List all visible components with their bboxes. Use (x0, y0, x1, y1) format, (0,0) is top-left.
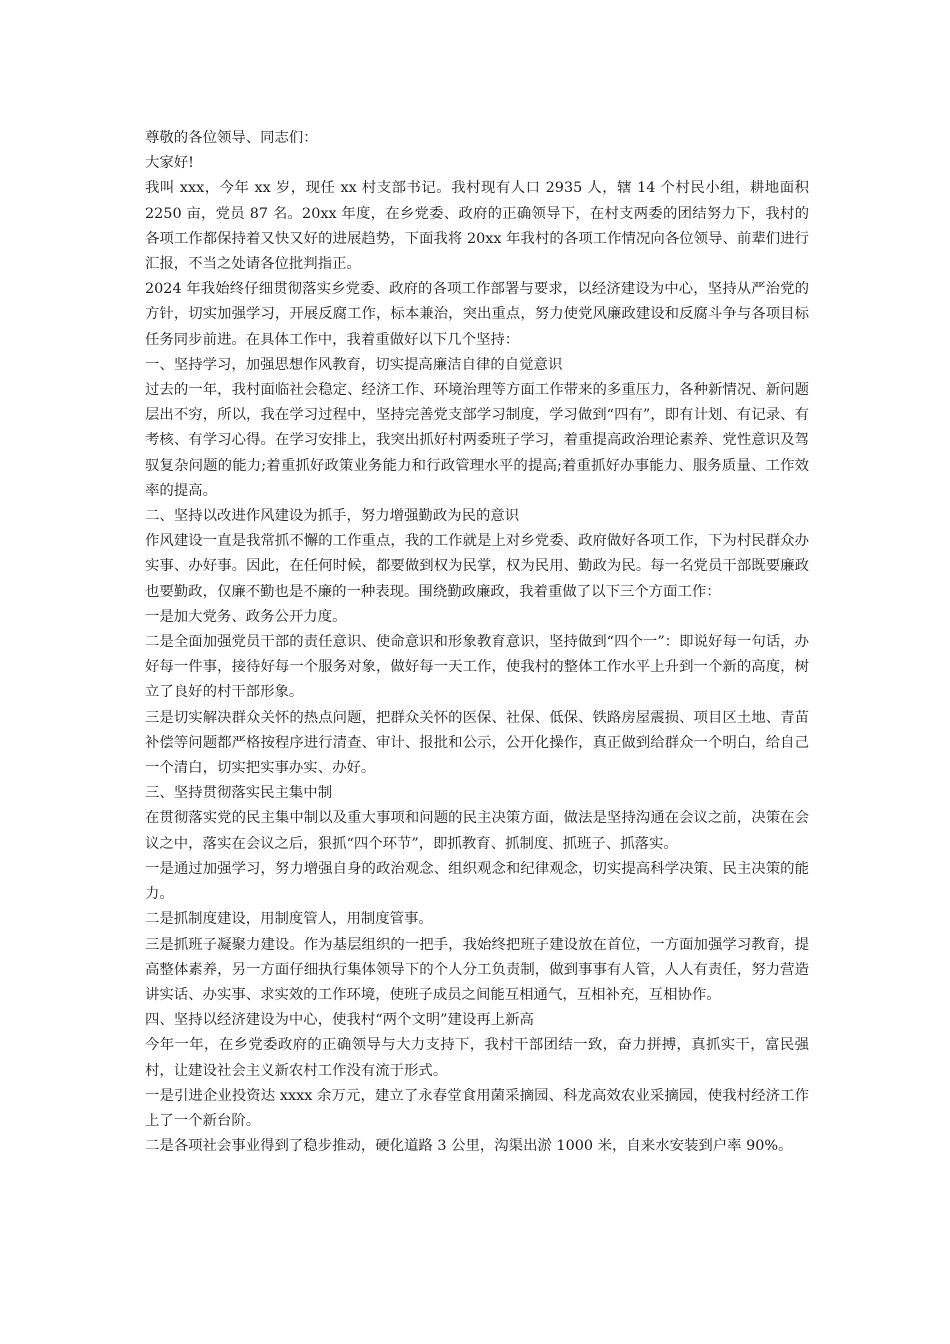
section-heading-1: 一、坚持学习，加强思想作风教育，切实提高廉洁自律的自觉意识 (145, 356, 563, 373)
paragraph-section-4: 今年一年，在乡党委政府的正确领导与大力支持下，我村干部团结一致，奋力拼搏，真抓实干，富民强村，让建设社会主义新农村工作没有流于形式。 (145, 1037, 809, 1079)
salutation: 尊敬的各位领导、同志们： (145, 130, 318, 146)
paragraph-section-3: 在贯彻落实党的民主集中制以及重大事项和问题的民主决策方面，做法是坚持沟通在会议之前，决策在会议之中，落实在会议之后，狠抓“四个环节”，即抓教育、抓制度、抓班子、抓落实。 (145, 810, 809, 852)
section-heading-4: 四、坚持以经济建设为中心，使我村“两个文明”建设再上新高 (145, 1012, 534, 1029)
paragraph-section-2: 作风建设一直是我常抓不懈的工作重点，我的工作就是上对乡党委、政府做好各项工作，下为村民群众办实事、办好事。因此，在任何时候，都要做到权为民掌，权为民用、勤政为民。每一名党员干部既要廉政也要勤政，仅廉不勤也是不廉的一种表现。围绕勤政廉政，我着重做了以下三个方面工作： (145, 533, 809, 600)
section-heading-3: 三、坚持贯彻落实民主集中制 (145, 785, 333, 802)
list-item: 二是抓制度建设，用制度管人，用制度管事。 (145, 911, 433, 928)
list-item: 一是加大党务、政务公开力度。 (145, 608, 347, 625)
list-item: 一是通过加强学习，努力增强自身的政治观念、组织观念和纪律观念，切实提高科学决策、民主决策的能力。 (145, 860, 809, 903)
list-item: 二是各项社会事业得到了稳步推动，硬化道路 3 公里，沟渠出淤 1000 米，自来水安装到户率 90%。 (145, 1138, 793, 1155)
paragraph-intro: 我叫 xxx，今年 xx 岁，现任 xx 村支部书记。我村现有人口 2935 人，辖 14 个村民小组，耕地面积 2250 亩，党员 87 名。20xx 年度，在乡党委、政府的正确领导下，在村支两委的团结努力下，我村的各项工作都保持着又快又好的进展趋势，下面我将 20xx 年我村的各项工作情况向各位领导、前辈们进行汇报，不当之处请各位批判指正。 (145, 180, 809, 273)
list-item: 三是切实解决群众关怀的热点问题，把群众关怀的医保、社保、低保、铁路房屋震损、项目区土地、青苗补偿等问题都严格按程序进行清查、审计、报批和公示，公开化操作，真正做到给群众一个明白，给自己一个清白，切实把实事办实、办好。 (145, 709, 809, 777)
list-item: 三是抓班子凝聚力建设。作为基层组织的一把手，我始终把班子建设放在首位，一方面加强学习教育，提高整体素养，另一方面仔细执行集体领导下的个人分工负责制，做到事事有人管，人人有责任，努力营造讲实话、办实事、求实效的工作环境，使班子成员之间能互相通气，互相补充，互相协作。 (145, 936, 809, 1003)
paragraph-overview: 2024 年我始终仔细贯彻落实乡党委、政府的各项工作部署与要求，以经济建设为中心，坚持从严治党的方针，切实加强学习，开展反腐工作，标本兼治，突出重点，努力使党风廉政建设和反腐斗争与各项目标任务同步前进。在具体工作中，我着重做好以下几个坚持： (145, 281, 809, 348)
document-body (145, 126, 809, 1159)
greeting: 大家好! (145, 155, 194, 172)
section-heading-2: 二、坚持以改进作风建设为抓手，努力增强勤政为民的意识 (145, 508, 520, 525)
list-item: 二是全面加强党员干部的责任意识、使命意识和形象教育意识，坚持做到“四个一”：即说好每一句话，办好每一件事，接待好每一个服务对象，做好每一天工作，使我村的整体工作水平上升到一个新的高度，树立了良好的村干部形象。 (145, 634, 809, 701)
list-item: 一是引进企业投资达 xxxx 余万元，建立了永春堂食用菌采摘园、科龙高效农业采摘园，使我村经济工作上了一个新台阶。 (145, 1087, 809, 1129)
paragraph-section-1: 过去的一年，我村面临社会稳定、经济工作、环境治理等方面工作带来的多重压力，各种新情况、新问题层出不穷，所以，我在学习过程中，坚持完善党支部学习制度，学习做到“四有”，即有计划、有记录、有考核、有学习心得。在学习安排上，我突出抓好村两委班子学习，着重提高政治理论素养、党性意识及驾驭复杂问题的能力;着重抓好政策业务能力和行政管理水平的提高;着重抓好办事能力、服务质量、工作效率的提高。 (145, 382, 809, 499)
